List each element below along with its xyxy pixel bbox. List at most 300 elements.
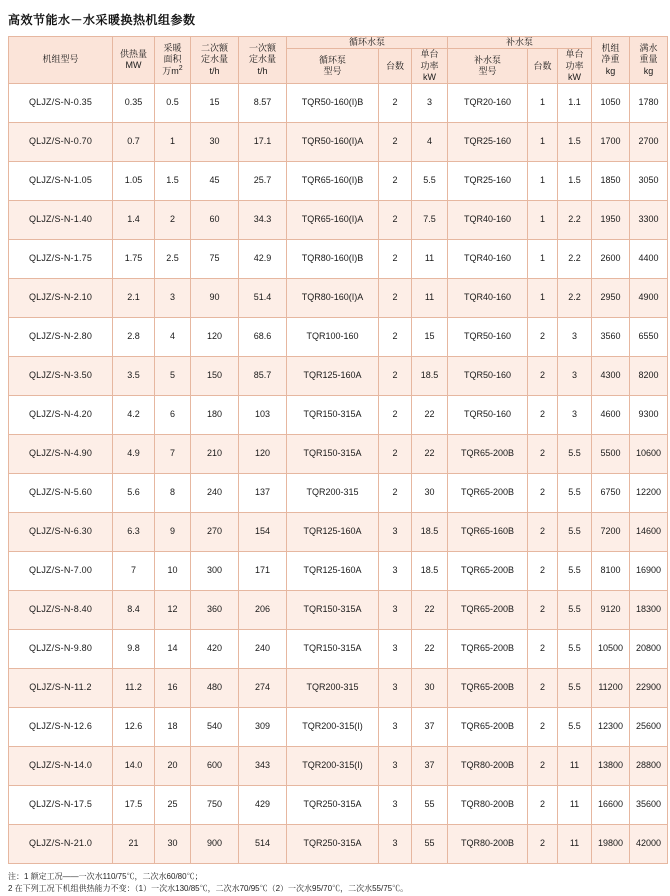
col-primary-flow-line1: 一次额 [248,43,276,54]
cell-makeup-pump-model: TQR65-200B [448,474,528,513]
cell-full-weight: 1780 [630,84,668,123]
cell-circ-pump-count: 2 [379,123,412,162]
cell-circ-pump-count: 2 [379,201,412,240]
cell-heat-supply: 2.1 [113,279,155,318]
cell-makeup-pump-count: 2 [528,435,558,474]
cell-makeup-pump-model: TQR50-160 [448,396,528,435]
cell-heating-area: 14 [155,630,191,669]
cell-circ-pump-count: 2 [379,396,412,435]
cell-heat-supply: 1.05 [113,162,155,201]
cell-makeup-pump-power: 3 [558,396,592,435]
footnote-line-1: 注：1 额定工况——一次水110/75℃，二次水60/80℃； [8,872,203,881]
col-makeup-pump-power-line1: 单台 [565,49,584,60]
cell-heating-area: 12 [155,591,191,630]
col-secondary-flow-line3: t/h [209,65,220,76]
col-secondary-flow [191,37,239,84]
cell-secondary-flow: 540 [191,708,239,747]
cell-heating-area: 1 [155,123,191,162]
cell-heating-area: 3 [155,279,191,318]
cell-makeup-pump-count: 1 [528,201,558,240]
col-group-makeup-pump: 补水泵 [448,37,592,49]
cell-secondary-flow: 270 [191,513,239,552]
cell-makeup-pump-power: 11 [558,825,592,864]
cell-heat-supply: 6.3 [113,513,155,552]
col-makeup-pump-model-line2: 型号 [478,66,497,77]
col-heating-area-superscript: 2 [178,65,183,73]
cell-primary-flow: 154 [239,513,287,552]
cell-secondary-flow: 180 [191,396,239,435]
cell-circ-pump-model: TQR150-315A [287,396,379,435]
cell-model: QLJZ/S-N-6.30 [9,513,113,552]
cell-primary-flow: 120 [239,435,287,474]
col-heating-area-line2: 面积 [163,53,182,64]
cell-model: QLJZ/S-N-21.0 [9,825,113,864]
cell-circ-pump-count: 3 [379,708,412,747]
cell-model: QLJZ/S-N-1.75 [9,240,113,279]
col-net-weight [592,37,630,84]
cell-full-weight: 28800 [630,747,668,786]
table-row [9,786,668,825]
cell-net-weight: 3560 [592,318,630,357]
cell-primary-flow: 171 [239,552,287,591]
cell-makeup-pump-count: 2 [528,786,558,825]
cell-circ-pump-count: 3 [379,591,412,630]
cell-circ-pump-power: 30 [412,669,448,708]
col-secondary-flow-line2: 定水量 [200,54,228,65]
cell-model: QLJZ/S-N-14.0 [9,747,113,786]
cell-net-weight: 13800 [592,747,630,786]
cell-primary-flow: 51.4 [239,279,287,318]
cell-heating-area: 8 [155,474,191,513]
cell-full-weight: 16900 [630,552,668,591]
cell-circ-pump-power: 11 [412,240,448,279]
cell-net-weight: 9120 [592,591,630,630]
cell-model: QLJZ/S-N-12.6 [9,708,113,747]
cell-circ-pump-model: TQR250-315A [287,786,379,825]
cell-net-weight: 5500 [592,435,630,474]
cell-full-weight: 4400 [630,240,668,279]
cell-full-weight: 25600 [630,708,668,747]
cell-circ-pump-model: TQR150-315A [287,435,379,474]
cell-model: QLJZ/S-N-0.35 [9,84,113,123]
cell-full-weight: 3300 [630,201,668,240]
cell-full-weight: 22900 [630,669,668,708]
cell-circ-pump-count: 2 [379,318,412,357]
cell-circ-pump-power: 15 [412,318,448,357]
cell-full-weight: 42000 [630,825,668,864]
cell-primary-flow: 137 [239,474,287,513]
col-secondary-flow-line1: 二次额 [200,43,228,54]
cell-model: QLJZ/S-N-11.2 [9,669,113,708]
cell-heating-area: 18 [155,708,191,747]
cell-full-weight: 10600 [630,435,668,474]
cell-secondary-flow: 120 [191,318,239,357]
cell-makeup-pump-count: 1 [528,123,558,162]
cell-circ-pump-model: TQR150-315A [287,591,379,630]
cell-circ-pump-count: 3 [379,552,412,591]
cell-secondary-flow: 600 [191,747,239,786]
cell-makeup-pump-model: TQR50-160 [448,318,528,357]
cell-heat-supply: 3.5 [113,357,155,396]
col-makeup-pump-model-line1: 补水泵 [474,54,502,65]
cell-makeup-pump-power: 5.5 [558,513,592,552]
cell-heat-supply: 9.8 [113,630,155,669]
cell-model: QLJZ/S-N-5.60 [9,474,113,513]
cell-circ-pump-model: TQR65-160(I)A [287,201,379,240]
cell-makeup-pump-count: 2 [528,357,558,396]
cell-makeup-pump-power: 11 [558,786,592,825]
cell-net-weight: 4600 [592,396,630,435]
cell-makeup-pump-power: 2.2 [558,279,592,318]
col-circ-pump-power-line3: kW [423,71,436,82]
footnote-line-2: 2 在下列工况下机组供热能力不变：（1）一次水130/85℃，二次水70/95℃（2）一次水95/70℃，二次水55/75℃。 [8,884,409,894]
cell-circ-pump-power: 55 [412,825,448,864]
cell-circ-pump-count: 2 [379,474,412,513]
cell-model: QLJZ/S-N-2.10 [9,279,113,318]
cell-model: QLJZ/S-N-1.05 [9,162,113,201]
cell-makeup-pump-count: 2 [528,669,558,708]
cell-circ-pump-model: TQR80-160(I)A [287,279,379,318]
cell-makeup-pump-model: TQR65-200B [448,435,528,474]
cell-circ-pump-power: 18.5 [412,357,448,396]
table-row [9,513,668,552]
col-heating-area [155,37,191,84]
cell-circ-pump-power: 11 [412,279,448,318]
cell-circ-pump-power: 7.5 [412,201,448,240]
table-row [9,708,668,747]
col-full-weight-line1: 满水 [639,43,658,54]
cell-makeup-pump-power: 5.5 [558,435,592,474]
cell-makeup-pump-power: 5.5 [558,552,592,591]
cell-secondary-flow: 60 [191,201,239,240]
col-makeup-pump-power [558,49,592,84]
cell-makeup-pump-power: 2.2 [558,201,592,240]
cell-circ-pump-power: 4 [412,123,448,162]
col-net-weight-line1: 机组 [601,43,620,54]
cell-heating-area: 2 [155,201,191,240]
cell-makeup-pump-count: 2 [528,474,558,513]
cell-model: QLJZ/S-N-3.50 [9,357,113,396]
cell-circ-pump-power: 3 [412,84,448,123]
cell-heating-area: 30 [155,825,191,864]
cell-full-weight: 3050 [630,162,668,201]
cell-circ-pump-model: TQR250-315A [287,825,379,864]
cell-circ-pump-count: 2 [379,240,412,279]
cell-heating-area: 6 [155,396,191,435]
cell-makeup-pump-power: 5.5 [558,630,592,669]
cell-circ-pump-model: TQR150-315A [287,630,379,669]
cell-net-weight: 2600 [592,240,630,279]
cell-circ-pump-model: TQR50-160(I)B [287,84,379,123]
cell-makeup-pump-model: TQR65-200B [448,669,528,708]
cell-circ-pump-model: TQR200-315 [287,474,379,513]
cell-makeup-pump-count: 2 [528,318,558,357]
cell-makeup-pump-model: TQR25-160 [448,162,528,201]
col-primary-flow-line3: t/h [257,65,268,76]
cell-heat-supply: 4.9 [113,435,155,474]
cell-makeup-pump-power: 1.1 [558,84,592,123]
cell-circ-pump-model: TQR100-160 [287,318,379,357]
cell-full-weight: 2700 [630,123,668,162]
col-primary-flow-line2: 定水量 [248,54,276,65]
footnotes [8,871,662,896]
col-makeup-pump-power-line3: kW [568,71,582,82]
col-heating-area-line1: 采暖 [163,42,182,53]
cell-net-weight: 2950 [592,279,630,318]
cell-makeup-pump-model: TQR65-160B [448,513,528,552]
cell-heat-supply: 14.0 [113,747,155,786]
table-row [9,318,668,357]
cell-heat-supply: 7 [113,552,155,591]
cell-circ-pump-count: 2 [379,279,412,318]
cell-circ-pump-model: TQR125-160A [287,552,379,591]
cell-makeup-pump-model: TQR65-200B [448,591,528,630]
col-circ-pump-power-line1: 单台 [420,49,439,60]
cell-model: QLJZ/S-N-1.40 [9,201,113,240]
cell-makeup-pump-power: 11 [558,747,592,786]
col-heat-supply [113,37,155,84]
cell-secondary-flow: 90 [191,279,239,318]
cell-secondary-flow: 480 [191,669,239,708]
cell-full-weight: 9300 [630,396,668,435]
cell-makeup-pump-model: TQR80-200B [448,786,528,825]
cell-makeup-pump-power: 5.5 [558,669,592,708]
cell-heating-area: 0.5 [155,84,191,123]
cell-heat-supply: 1.4 [113,201,155,240]
cell-circ-pump-power: 18.5 [412,552,448,591]
cell-secondary-flow: 150 [191,357,239,396]
cell-full-weight: 12200 [630,474,668,513]
col-circ-pump-power-line2: 功率 [420,60,439,71]
col-net-weight-line2: 净重 [601,54,620,65]
cell-makeup-pump-count: 2 [528,591,558,630]
cell-model: QLJZ/S-N-0.70 [9,123,113,162]
cell-makeup-pump-count: 1 [528,279,558,318]
cell-primary-flow: 274 [239,669,287,708]
cell-model: QLJZ/S-N-7.00 [9,552,113,591]
cell-net-weight: 1950 [592,201,630,240]
cell-makeup-pump-model: TQR40-160 [448,240,528,279]
cell-makeup-pump-power: 3 [558,318,592,357]
table-row [9,123,668,162]
cell-circ-pump-count: 3 [379,747,412,786]
cell-primary-flow: 429 [239,786,287,825]
cell-model: QLJZ/S-N-2.80 [9,318,113,357]
cell-primary-flow: 34.3 [239,201,287,240]
cell-circ-pump-power: 22 [412,435,448,474]
cell-circ-pump-count: 3 [379,825,412,864]
cell-net-weight: 7200 [592,513,630,552]
col-net-weight-line3: kg [605,65,616,76]
cell-primary-flow: 68.6 [239,318,287,357]
table-row [9,162,668,201]
table-row [9,474,668,513]
cell-makeup-pump-model: TQR20-160 [448,84,528,123]
cell-primary-flow: 309 [239,708,287,747]
cell-circ-pump-count: 3 [379,786,412,825]
cell-heat-supply: 4.2 [113,396,155,435]
specification-table [8,36,668,864]
cell-makeup-pump-count: 1 [528,84,558,123]
cell-heat-supply: 11.2 [113,669,155,708]
cell-primary-flow: 240 [239,630,287,669]
cell-model: QLJZ/S-N-17.5 [9,786,113,825]
cell-heat-supply: 2.8 [113,318,155,357]
cell-net-weight: 10500 [592,630,630,669]
cell-makeup-pump-model: TQR40-160 [448,279,528,318]
cell-makeup-pump-model: TQR65-200B [448,552,528,591]
cell-circ-pump-model: TQR200-315(I) [287,747,379,786]
cell-circ-pump-count: 3 [379,630,412,669]
cell-secondary-flow: 300 [191,552,239,591]
cell-circ-pump-power: 55 [412,786,448,825]
col-full-weight [630,37,668,84]
cell-makeup-pump-count: 2 [528,513,558,552]
page-title: 高效节能水－水采暖换热机组参数 [8,13,196,27]
cell-heat-supply: 1.75 [113,240,155,279]
cell-circ-pump-count: 2 [379,435,412,474]
col-model: 机组型号 [9,37,113,84]
cell-heating-area: 7 [155,435,191,474]
col-heat-supply-line2: MW [125,60,142,70]
table-row [9,435,668,474]
table-row [9,240,668,279]
col-makeup-pump-model [448,49,528,84]
cell-primary-flow: 103 [239,396,287,435]
cell-makeup-pump-count: 2 [528,396,558,435]
cell-net-weight: 16600 [592,786,630,825]
table-header [9,37,668,84]
cell-makeup-pump-count: 2 [528,825,558,864]
cell-heat-supply: 8.4 [113,591,155,630]
cell-primary-flow: 25.7 [239,162,287,201]
cell-makeup-pump-count: 1 [528,162,558,201]
cell-circ-pump-model: TQR125-160A [287,357,379,396]
cell-circ-pump-power: 37 [412,747,448,786]
cell-full-weight: 4900 [630,279,668,318]
cell-circ-pump-count: 2 [379,162,412,201]
cell-makeup-pump-model: TQR25-160 [448,123,528,162]
cell-heating-area: 16 [155,669,191,708]
cell-net-weight: 4300 [592,357,630,396]
cell-primary-flow: 42.9 [239,240,287,279]
cell-makeup-pump-count: 2 [528,552,558,591]
cell-heating-area: 2.5 [155,240,191,279]
cell-makeup-pump-power: 2.2 [558,240,592,279]
cell-circ-pump-power: 5.5 [412,162,448,201]
col-heating-area-line3: 万m [162,66,179,77]
cell-secondary-flow: 210 [191,435,239,474]
cell-circ-pump-power: 30 [412,474,448,513]
table-row [9,630,668,669]
cell-makeup-pump-count: 2 [528,747,558,786]
cell-makeup-pump-power: 5.5 [558,708,592,747]
cell-full-weight: 6550 [630,318,668,357]
table-row [9,825,668,864]
cell-heating-area: 10 [155,552,191,591]
cell-net-weight: 1850 [592,162,630,201]
cell-secondary-flow: 360 [191,591,239,630]
cell-full-weight: 8200 [630,357,668,396]
cell-full-weight: 18300 [630,591,668,630]
col-full-weight-line3: kg [643,65,654,76]
cell-model: QLJZ/S-N-4.90 [9,435,113,474]
table-row [9,396,668,435]
cell-full-weight: 14600 [630,513,668,552]
cell-net-weight: 11200 [592,669,630,708]
cell-makeup-pump-power: 5.5 [558,591,592,630]
cell-heating-area: 5 [155,357,191,396]
cell-net-weight: 8100 [592,552,630,591]
cell-primary-flow: 17.1 [239,123,287,162]
cell-circ-pump-model: TQR80-160(I)B [287,240,379,279]
cell-secondary-flow: 75 [191,240,239,279]
cell-secondary-flow: 900 [191,825,239,864]
cell-heat-supply: 0.7 [113,123,155,162]
cell-heat-supply: 21 [113,825,155,864]
cell-primary-flow: 343 [239,747,287,786]
cell-makeup-pump-power: 1.5 [558,162,592,201]
cell-model: QLJZ/S-N-8.40 [9,591,113,630]
cell-secondary-flow: 240 [191,474,239,513]
cell-circ-pump-count: 3 [379,669,412,708]
col-primary-flow [239,37,287,84]
cell-makeup-pump-model: TQR40-160 [448,201,528,240]
cell-net-weight: 6750 [592,474,630,513]
table-row [9,669,668,708]
cell-full-weight: 20800 [630,630,668,669]
cell-makeup-pump-power: 1.5 [558,123,592,162]
cell-heating-area: 20 [155,747,191,786]
cell-model: QLJZ/S-N-4.20 [9,396,113,435]
cell-circ-pump-power: 37 [412,708,448,747]
cell-makeup-pump-model: TQR65-200B [448,630,528,669]
cell-circ-pump-power: 22 [412,630,448,669]
cell-circ-pump-model: TQR65-160(I)B [287,162,379,201]
col-circ-pump-model-line1: 循环泵 [318,54,346,65]
cell-circ-pump-count: 2 [379,357,412,396]
cell-primary-flow: 206 [239,591,287,630]
col-circ-pump-power [412,49,448,84]
col-makeup-pump-count: 台数 [528,49,558,84]
cell-net-weight: 19800 [592,825,630,864]
cell-primary-flow: 8.57 [239,84,287,123]
cell-circ-pump-count: 3 [379,513,412,552]
cell-makeup-pump-count: 1 [528,240,558,279]
cell-heat-supply: 5.6 [113,474,155,513]
cell-circ-pump-model: TQR200-315(I) [287,708,379,747]
col-circ-pump-model-line2: 型号 [323,66,342,77]
table-row [9,201,668,240]
col-circ-pump-model [287,49,379,84]
col-heat-supply-line1: 供热量 [119,48,147,59]
col-full-weight-line2: 重量 [639,54,658,65]
cell-primary-flow: 85.7 [239,357,287,396]
table-row [9,84,668,123]
cell-makeup-pump-model: TQR80-200B [448,747,528,786]
cell-heating-area: 9 [155,513,191,552]
table-row [9,747,668,786]
cell-secondary-flow: 45 [191,162,239,201]
cell-heating-area: 1.5 [155,162,191,201]
cell-full-weight: 35600 [630,786,668,825]
cell-net-weight: 1050 [592,84,630,123]
col-makeup-pump-power-line2: 功率 [565,60,584,71]
cell-secondary-flow: 750 [191,786,239,825]
table-row [9,552,668,591]
cell-heating-area: 25 [155,786,191,825]
col-circ-pump-count: 台数 [379,49,412,84]
